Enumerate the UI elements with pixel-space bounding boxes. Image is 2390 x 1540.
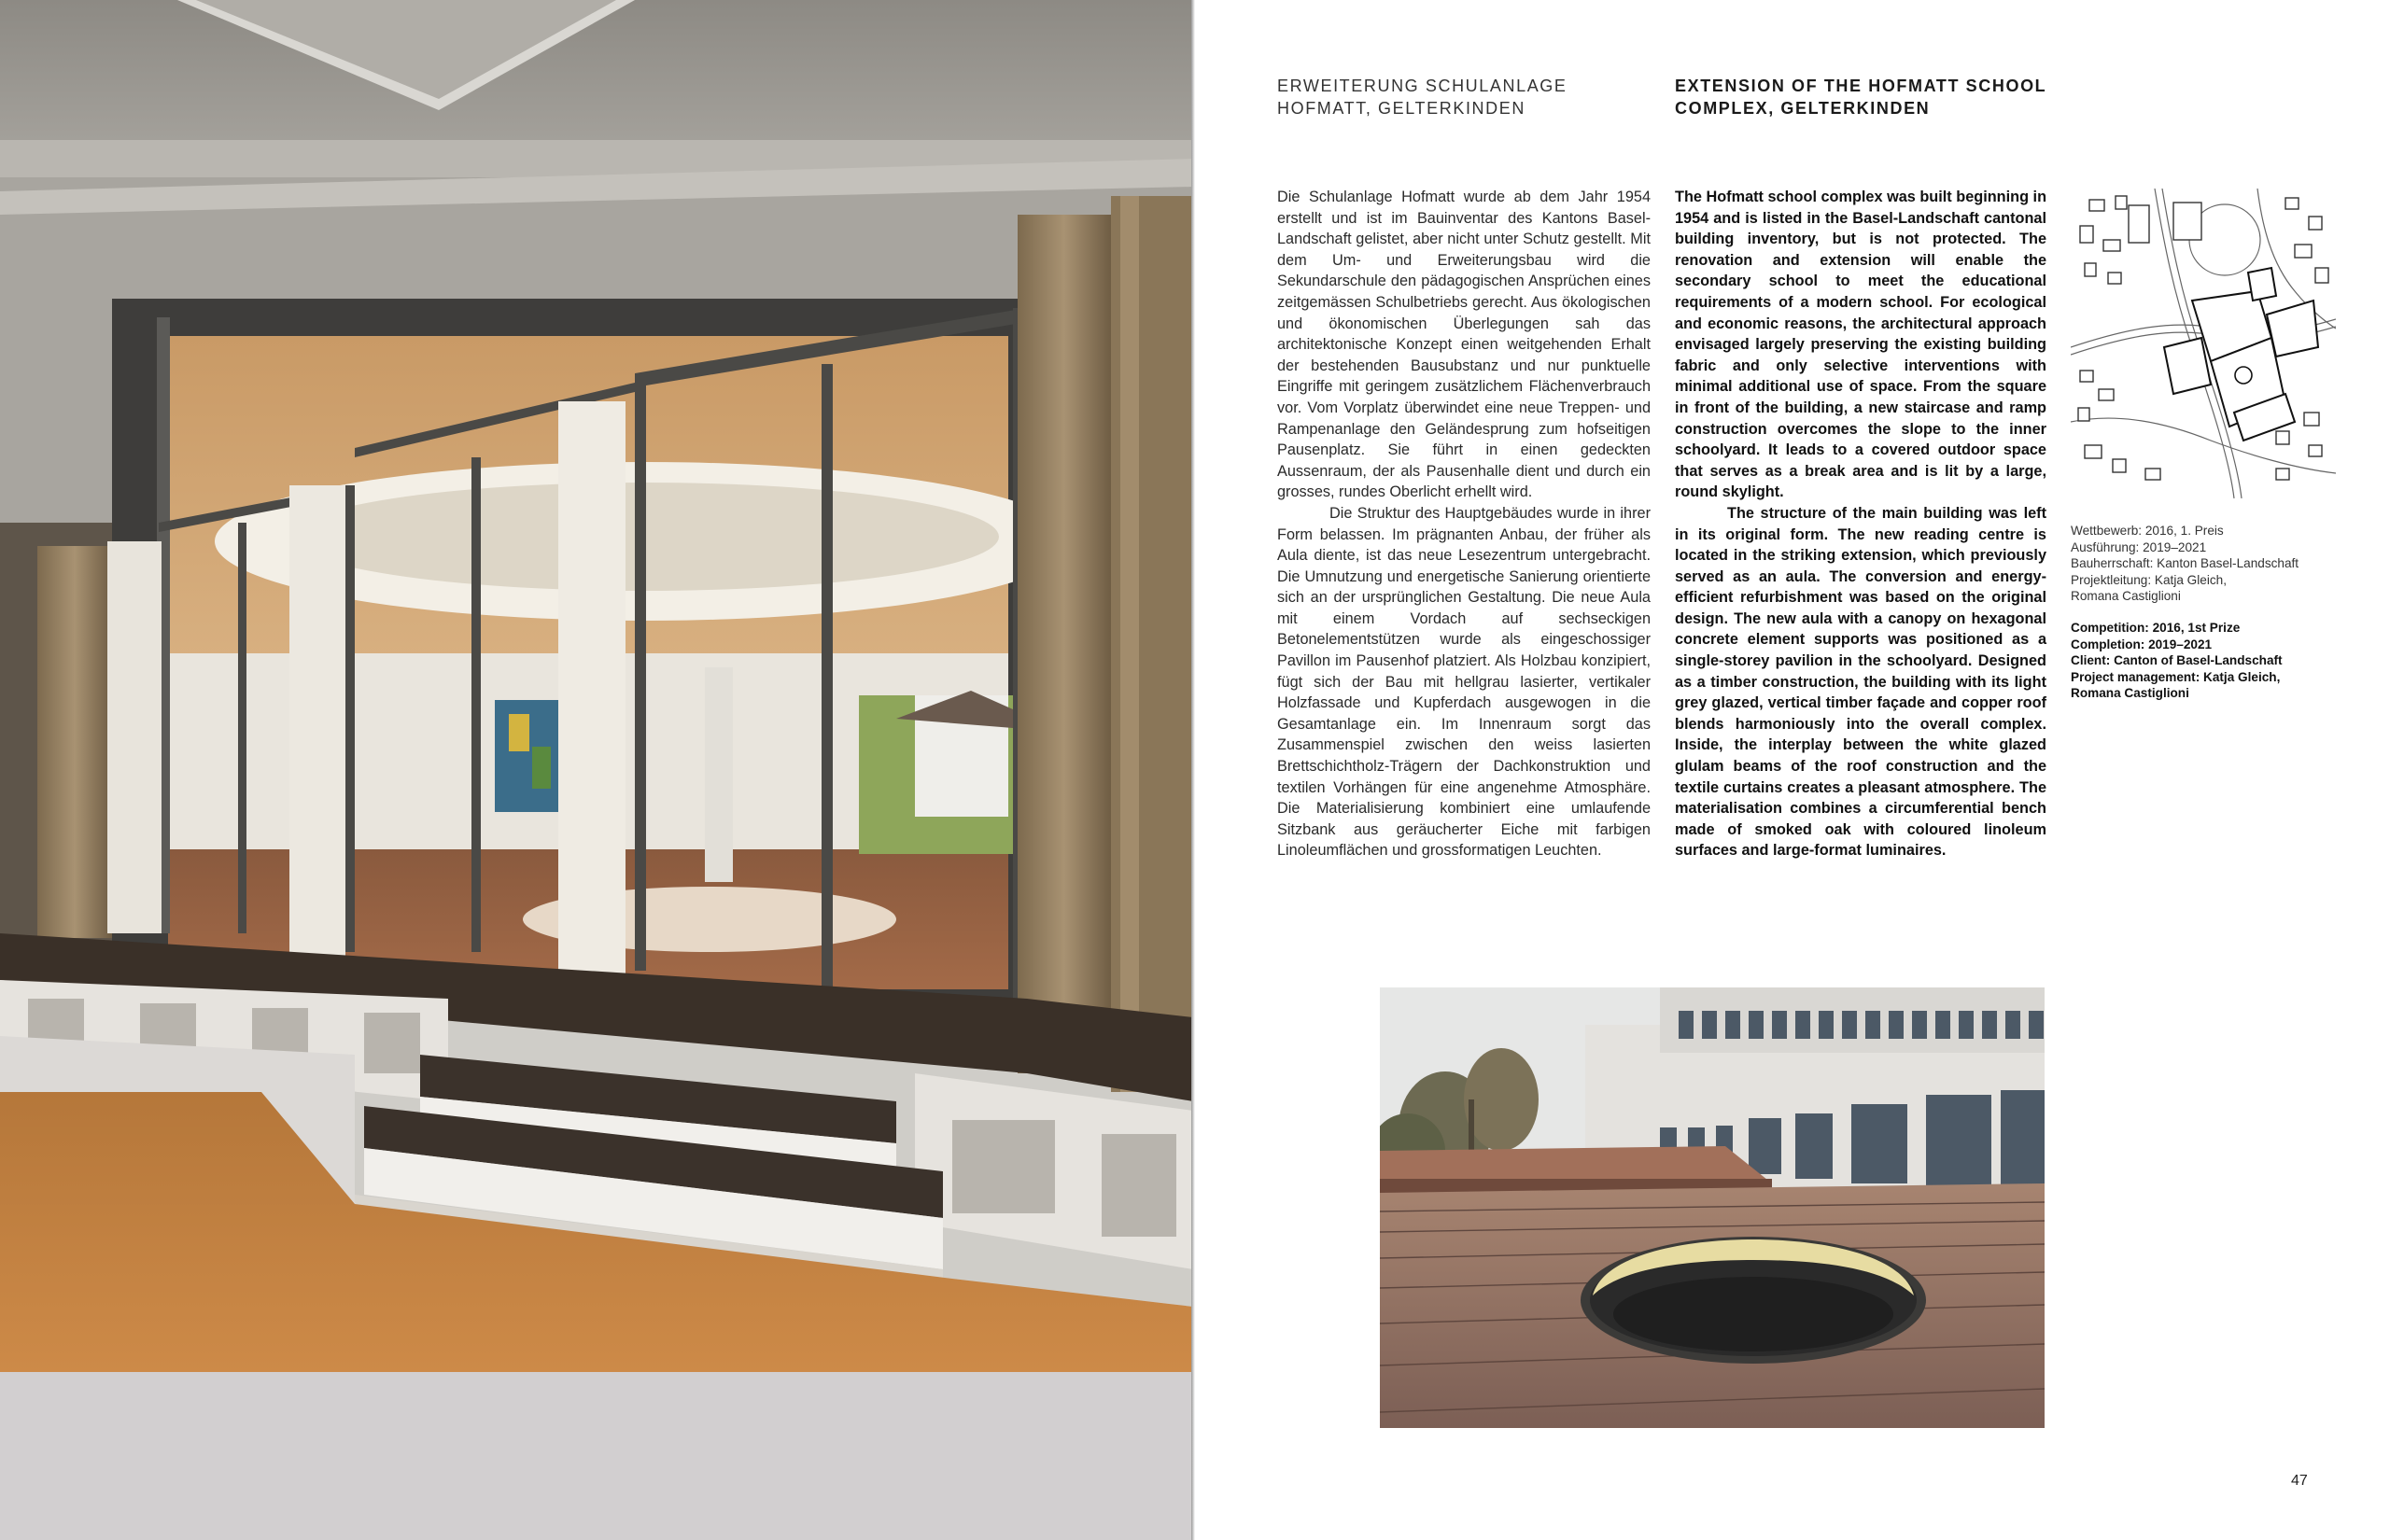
credit-line: Completion: 2019–2021 (2071, 637, 2213, 651)
credit-line: Romana Castiglioni (2071, 686, 2189, 700)
interior-photo (0, 0, 1193, 1540)
credit-line: Project management: Katja Gleich, (2071, 669, 2281, 684)
paragraph-de-1: Die Schulanlage Hofmatt wurde ab dem Jahr 1954 erstellt und ist im Bauinventar des Kantons Basel-Landschaft gelistet, aber nicht unter Schutz gestellt. Mit dem Um- und Erweiterungsbau wird die Sekundarschule den pädagogischen Ansprüchen eines zeitgemässen Schulbetriebs gerecht. Aus ökologischen und ökonomischen Überlegungen sah das architektonische Konzept einen weitgehenden Erhalt der bestehenden Bausubstanz und nur punktuelle Eingriffe mit geringem zusätzlichem Flächenverbrauch vor. Vom Vorplatz überwindet eine neue Treppen- und Rampenanlage den Geländesprung zum hofseitigen Pausenplatz. Sie führt in einen gedeckten Aussenraum, der als Pausenhalle dient und durch ein grosses, rundes Oberlicht erhellt wird. (1277, 189, 1651, 501)
roof-photo (1380, 987, 2045, 1428)
heading-english: EXTENSION OF THE HOFMATT SCHOOL COMPLEX, GELTERKINDEN (1675, 77, 2046, 118)
right-page (1195, 0, 2390, 1540)
credit-line: Bauherrschaft: Kanton Basel-Landschaft (2071, 556, 2299, 570)
photo-copper-roof-skylight-icon (1380, 987, 2045, 1428)
credit-line: Competition: 2016, 1st Prize (2071, 621, 2241, 635)
credit-line: Wettbewerb: 2016, 1. Preis (2071, 524, 2224, 538)
credits-german (2071, 523, 2341, 605)
body-text-german (1277, 187, 1651, 861)
credit-line: Client: Canton of Basel-Landschaft (2071, 653, 2283, 667)
credit-line: Romana Castiglioni (2071, 589, 2181, 603)
heading-german: ERWEITERUNG SCHULANLAGE HOFMATT, GELTERKINDEN (1277, 77, 1568, 118)
page-number: 47 (2291, 1473, 2308, 1489)
photo-interior-aula-icon (0, 0, 1193, 1540)
site-plan-drawing-icon (2071, 189, 2336, 498)
paragraph-en-1: The Hofmatt school complex was built beginning in 1954 and is listed in the Basel-Landschaft cantonal building inventory, but is not protected. The renovation and extension will enable the secondary school to meet the educational requirements of a modern school. For ecological and economic reasons, the architectural approach envisaged largely preserving the existing building fabric and only selective interventions with minimal additional use of space. From the square in front of the building, a new staircase and ramp construction overcomes the slope to the inner schoolyard. It leads to a covered outdoor space that serves as a break area and is lit by a large, round skylight. (1675, 189, 2047, 501)
credit-line: Projektleitung: Katja Gleich, (2071, 572, 2227, 587)
paragraph-en-2: The structure of the main building was left in its original form. The new reading centre is located in the striking extension, which previously served as an aula. The conversion and energy-efficient refurbishment was based on the original design. The new aula with a canopy on hexagonal concrete element supports was positioned as a single-storey pavilion in the schoolyard. Designed as a timber construction, the building with its light grey glazed, vertical timber façade and copper roof blends harmoniously into the overall complex. Inside, the interplay between the white glazed glulam beams of the roof construction and the textile curtains creates a pleasant atmosphere. The materialisation combines a circumferential bench made of smoked oak with coloured linoleum surfaces and large-format luminaires. (1675, 504, 2046, 860)
paragraph-de-2: Die Struktur des Hauptgebäudes wurde in ihrer Form belassen. Im prägnanten Anbau, der früher als Aula diente, ist das neue Lesezentrum untergebracht. Die Umnutzung und energetische Sanierung orientierte sich an der ursprünglichen Gestaltung. Die neue Aula mit einem Vordach auf sechseckigen Betonelementstützen wurde als eingeschossiger Pavillon im Pausenhof platziert. Als Holzbau konzipiert, fügt sich der Bau mit hellgrau lasierter, vertikaler Holzfassade und Kupferdach ausgewogen in die Gesamtanlage ein. Im Innenraum sorgt das Zusammenspiel zwischen den weiss lasierten Brettschichtholz-Trägern der Dachkonstruktion und textilen Vorhängen für eine angenehme Atmosphäre. Die Materialisierung kombiniert eine umlaufende Sitzbank aus geräucherter Eiche mit farbigen Linoleumflächen und grossformatigen Leuchten. (1277, 504, 1651, 860)
site-plan (2071, 189, 2336, 498)
body-text-english (1675, 187, 2046, 861)
credits-english (2071, 620, 2341, 702)
credit-line: Ausführung: 2019–2021 (2071, 539, 2207, 554)
